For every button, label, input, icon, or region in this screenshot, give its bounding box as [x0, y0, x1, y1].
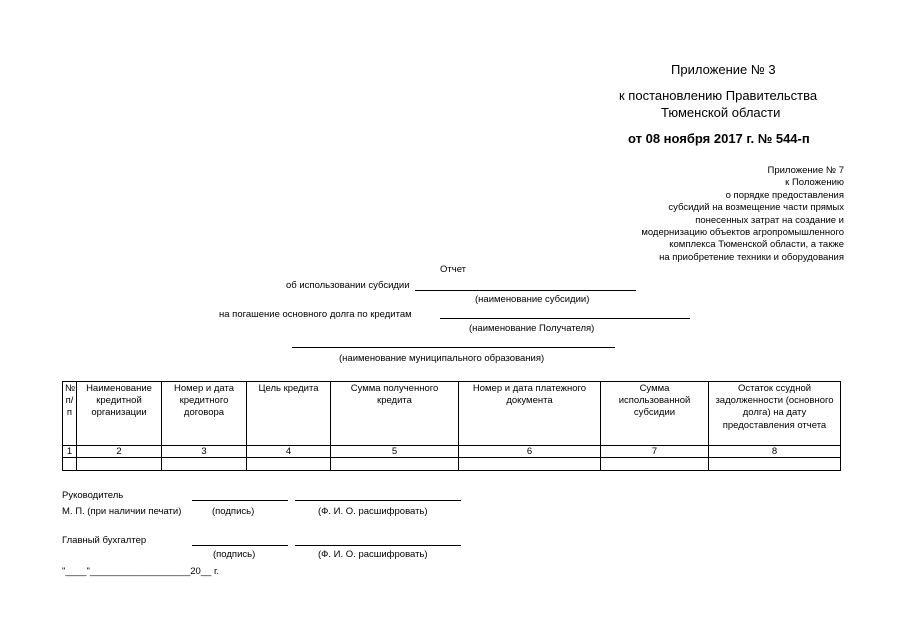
- table-header-row: [63, 382, 841, 446]
- col-header-purpose: Цель кредита: [247, 382, 331, 446]
- sub-appendix-line: на приобретение техники и оборудования: [659, 251, 844, 263]
- table-cell[interactable]: [709, 458, 841, 471]
- sub-appendix-line: модернизацию объектов агропромышленного: [641, 227, 844, 239]
- municipality-caption: (наименование муниципального образования): [339, 353, 545, 364]
- date-line[interactable]: "____"___________________20__ г.: [62, 566, 219, 577]
- accountant-name-caption: (Ф. И. О. расшифровать): [318, 549, 428, 560]
- report-table: [62, 381, 841, 471]
- recipient-name-field[interactable]: [440, 318, 690, 319]
- sub-appendix-line: понесенных затрат на создание и: [695, 214, 844, 226]
- col-header-credit-org: Наименование кредитной организации: [77, 382, 162, 446]
- col-header-remaining-debt: Остаток ссудной задолженности (основного долга) на дату предоставления отчета: [709, 382, 841, 446]
- col-number: 4: [247, 446, 331, 458]
- head-signature-field[interactable]: [192, 500, 288, 501]
- table-cell[interactable]: [459, 458, 601, 471]
- decree-line-1: к постановлению Правительства: [619, 88, 818, 103]
- sub-appendix-line: комплекса Тюменской области, а также: [669, 239, 844, 251]
- decree-date: от 08 ноября 2017 г. № 544-п: [628, 131, 810, 146]
- stamp-label: М. П. (при наличии печати): [62, 506, 182, 517]
- subsidy-label: об использовании субсидии: [286, 280, 410, 291]
- col-number: 6: [459, 446, 601, 458]
- report-title: Отчет: [440, 264, 467, 275]
- head-signature-caption: (подпись): [212, 506, 255, 517]
- recipient-caption: (наименование Получателя): [469, 323, 595, 334]
- col-number: 3: [162, 446, 247, 458]
- subsidy-name-field[interactable]: [415, 290, 636, 291]
- accountant-signature-field[interactable]: [192, 545, 288, 546]
- sub-appendix-line: о порядке предоставления: [725, 189, 844, 201]
- loan-label: на погашение основного долга по кредитам: [219, 309, 412, 320]
- subsidy-caption: (наименование субсидии): [475, 294, 590, 305]
- accountant-name-field[interactable]: [295, 545, 461, 546]
- col-header-loan-amount: Сумма полученного кредита: [331, 382, 459, 446]
- table-row: [63, 458, 841, 471]
- decree-line-2: Тюменской области: [661, 105, 781, 120]
- appendix-title: Приложение № 3: [671, 62, 776, 77]
- table-cell[interactable]: [247, 458, 331, 471]
- col-number: 1: [63, 446, 77, 458]
- col-header-payment-doc: Номер и дата платежного документа: [459, 382, 601, 446]
- accountant-label: Главный бухгалтер: [62, 535, 147, 546]
- col-number: 2: [77, 446, 162, 458]
- sub-appendix-line: к Положению: [785, 177, 844, 189]
- head-label: Руководитель: [62, 490, 124, 501]
- col-number: 8: [709, 446, 841, 458]
- col-header-subsidy-amount: Сумма использованной субсидии: [601, 382, 709, 446]
- table-cell[interactable]: [63, 458, 77, 471]
- head-name-caption: (Ф. И. О. расшифровать): [318, 506, 428, 517]
- municipality-field[interactable]: [292, 347, 615, 348]
- col-number: 5: [331, 446, 459, 458]
- table-cell[interactable]: [601, 458, 709, 471]
- col-number: 7: [601, 446, 709, 458]
- sub-appendix-line: Приложение № 7: [767, 165, 844, 176]
- table-cell[interactable]: [77, 458, 162, 471]
- head-name-field[interactable]: [295, 500, 461, 501]
- col-header-contract: Номер и дата кредитного договора: [162, 382, 247, 446]
- table-cell[interactable]: [331, 458, 459, 471]
- sub-appendix-line: субсидий на возмещение части прямых: [668, 202, 844, 214]
- table-cell[interactable]: [162, 458, 247, 471]
- col-header-number: № п/п: [63, 382, 77, 446]
- sub-appendix-block: [641, 165, 844, 264]
- table-number-row: [63, 446, 841, 458]
- accountant-signature-caption: (подпись): [213, 549, 256, 560]
